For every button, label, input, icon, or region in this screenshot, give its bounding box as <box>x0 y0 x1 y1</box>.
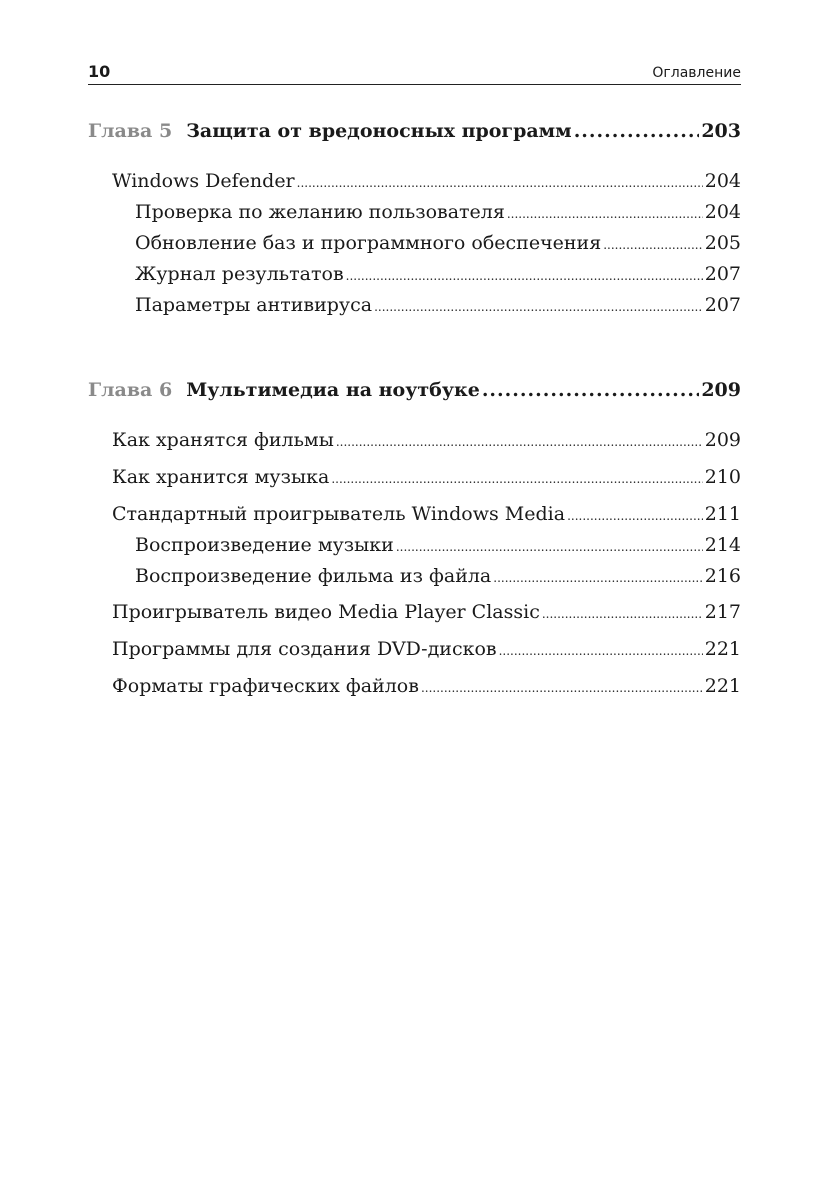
page-ref: 207 <box>704 263 741 285</box>
dot-leader <box>574 119 700 143</box>
entry-title: Воспроизведение фильма из файла <box>135 565 492 587</box>
dot-leader <box>297 171 703 195</box>
section-title: Оглавление <box>652 65 741 81</box>
dot-leader <box>336 430 703 454</box>
chapter-label: Глава 5 <box>88 120 173 142</box>
toc-subentry <box>88 200 741 226</box>
dot-leader <box>567 504 703 528</box>
toc-chapter-6 <box>88 378 741 402</box>
page-ref: 209 <box>701 379 741 401</box>
dot-leader <box>346 264 703 288</box>
toc-entry <box>88 674 741 700</box>
dot-leader <box>374 295 703 319</box>
page-ref: 203 <box>701 120 741 142</box>
entry-title: Журнал результатов <box>135 263 344 285</box>
toc-entry <box>88 465 741 491</box>
dot-leader <box>493 566 702 590</box>
chapter-title: Мультимедиа на ноутбуке <box>186 379 480 401</box>
toc-subentry <box>88 564 741 590</box>
entry-title: Обновление баз и программного обеспечения <box>135 232 602 254</box>
toc-subentry <box>88 231 741 257</box>
page-ref: 207 <box>704 294 741 316</box>
page-ref: 210 <box>704 466 741 488</box>
chapter-label: Глава 6 <box>88 379 173 401</box>
entry-title: Стандартный проигрыватель Windows Media <box>112 503 566 525</box>
entry-title: Проверка по желанию пользователя <box>135 201 505 223</box>
page-ref: 204 <box>704 170 741 192</box>
dot-leader <box>542 602 703 626</box>
toc-entry <box>88 169 741 195</box>
page-ref: 216 <box>704 565 741 587</box>
running-header <box>88 62 741 85</box>
dot-leader <box>482 378 700 402</box>
dot-leader <box>331 467 702 491</box>
dot-leader <box>507 202 703 226</box>
toc-subentry <box>88 533 741 559</box>
toc-chapter-5 <box>88 119 741 143</box>
toc-subentry <box>88 293 741 319</box>
toc-entry <box>88 600 741 626</box>
entry-title: Параметры антивируса <box>135 294 373 316</box>
entry-title: Как хранятся фильмы <box>112 429 334 451</box>
toc-entry <box>88 428 741 454</box>
toc-entry <box>88 637 741 663</box>
page-ref: 217 <box>704 601 741 623</box>
page-ref: 221 <box>704 675 741 697</box>
page-ref: 209 <box>704 429 741 451</box>
entry-title: Воспроизведение музыки <box>135 534 394 556</box>
chapter-title: Защита от вредоносных программ <box>186 120 572 142</box>
toc-subentry <box>88 262 741 288</box>
entry-title: Windows Defender <box>112 170 295 192</box>
entry-title: Проигрыватель видео Media Player Classic <box>112 601 540 623</box>
dot-leader <box>396 535 703 559</box>
page-ref: 214 <box>704 534 741 556</box>
page-number: 10 <box>88 62 111 81</box>
page-ref: 221 <box>704 638 741 660</box>
page-ref: 211 <box>704 503 741 525</box>
dot-leader <box>421 676 703 700</box>
dot-leader <box>603 233 703 257</box>
page-ref: 204 <box>704 201 741 223</box>
page-ref: 205 <box>704 232 741 254</box>
entry-title: Форматы графических файлов <box>112 675 419 697</box>
entry-title: Программы для создания DVD-дисков <box>112 638 497 660</box>
toc-entry <box>88 502 741 528</box>
dot-leader <box>499 639 703 663</box>
entry-title: Как хранится музыка <box>112 466 330 488</box>
